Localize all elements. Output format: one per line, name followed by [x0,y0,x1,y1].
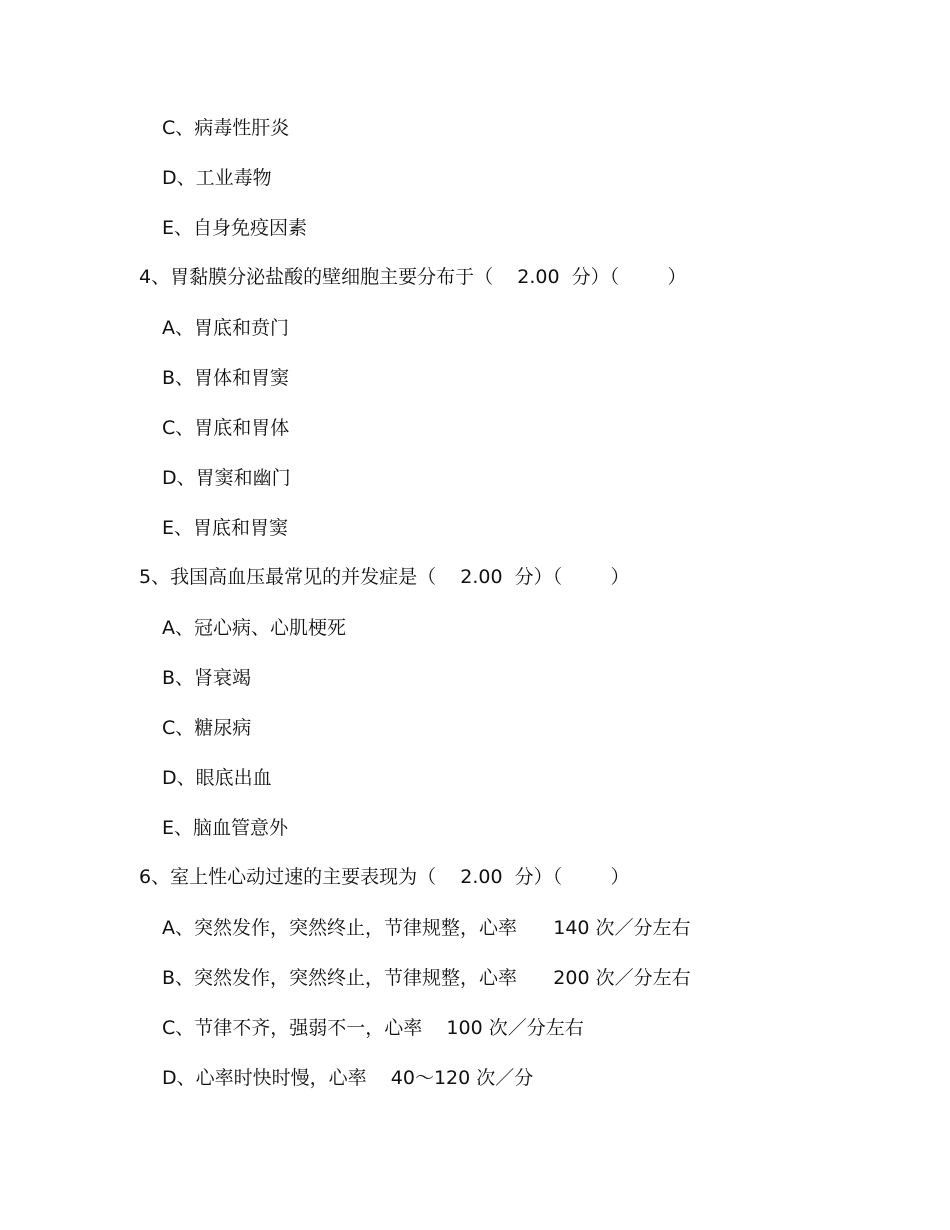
option-a-q4: A、胃底和贲门 [162,317,289,339]
option-e-q5: E、脑血管意外 [162,817,289,839]
option-b-q6: B、突然发作，突然终止，节律规整，心率 200 次／分左右 [162,967,691,989]
option-d-q3: D、工业毒物 [162,167,272,189]
option-a-q6: A、突然发作，突然终止，节律规整，心率 140 次／分左右 [162,917,691,939]
option-b-q4: B、胃体和胃窦 [162,367,290,389]
option-a-q5: A、冠心病、心肌梗死 [162,617,346,639]
option-e-q3: E、自身免疫因素 [162,217,308,239]
option-e-q4: E、胃底和胃窦 [162,517,289,539]
option-b-q5: B、肾衰竭 [162,667,252,689]
option-c-q5: C、糖尿病 [162,717,252,739]
question-4: 4、胃黏膜分泌盐酸的壁细胞主要分布于（ 2.00 分）（ ） [139,266,687,288]
option-c-q6: C、节律不齐，强弱不一，心率 100 次／分左右 [162,1017,584,1039]
option-c-q4: C、胃底和胃体 [162,417,290,439]
option-d-q6: D、心率时快时慢，心率 40～120 次／分 [162,1067,534,1089]
question-6: 6、室上性心动过速的主要表现为（ 2.00 分）（ ） [139,866,630,888]
option-d-q5: D、眼底出血 [162,767,272,789]
option-d-q4: D、胃窦和幽门 [162,467,291,489]
question-5: 5、我国高血压最常见的并发症是（ 2.00 分）（ ） [139,566,630,588]
option-c-q3: C、病毒性肝炎 [162,117,290,139]
